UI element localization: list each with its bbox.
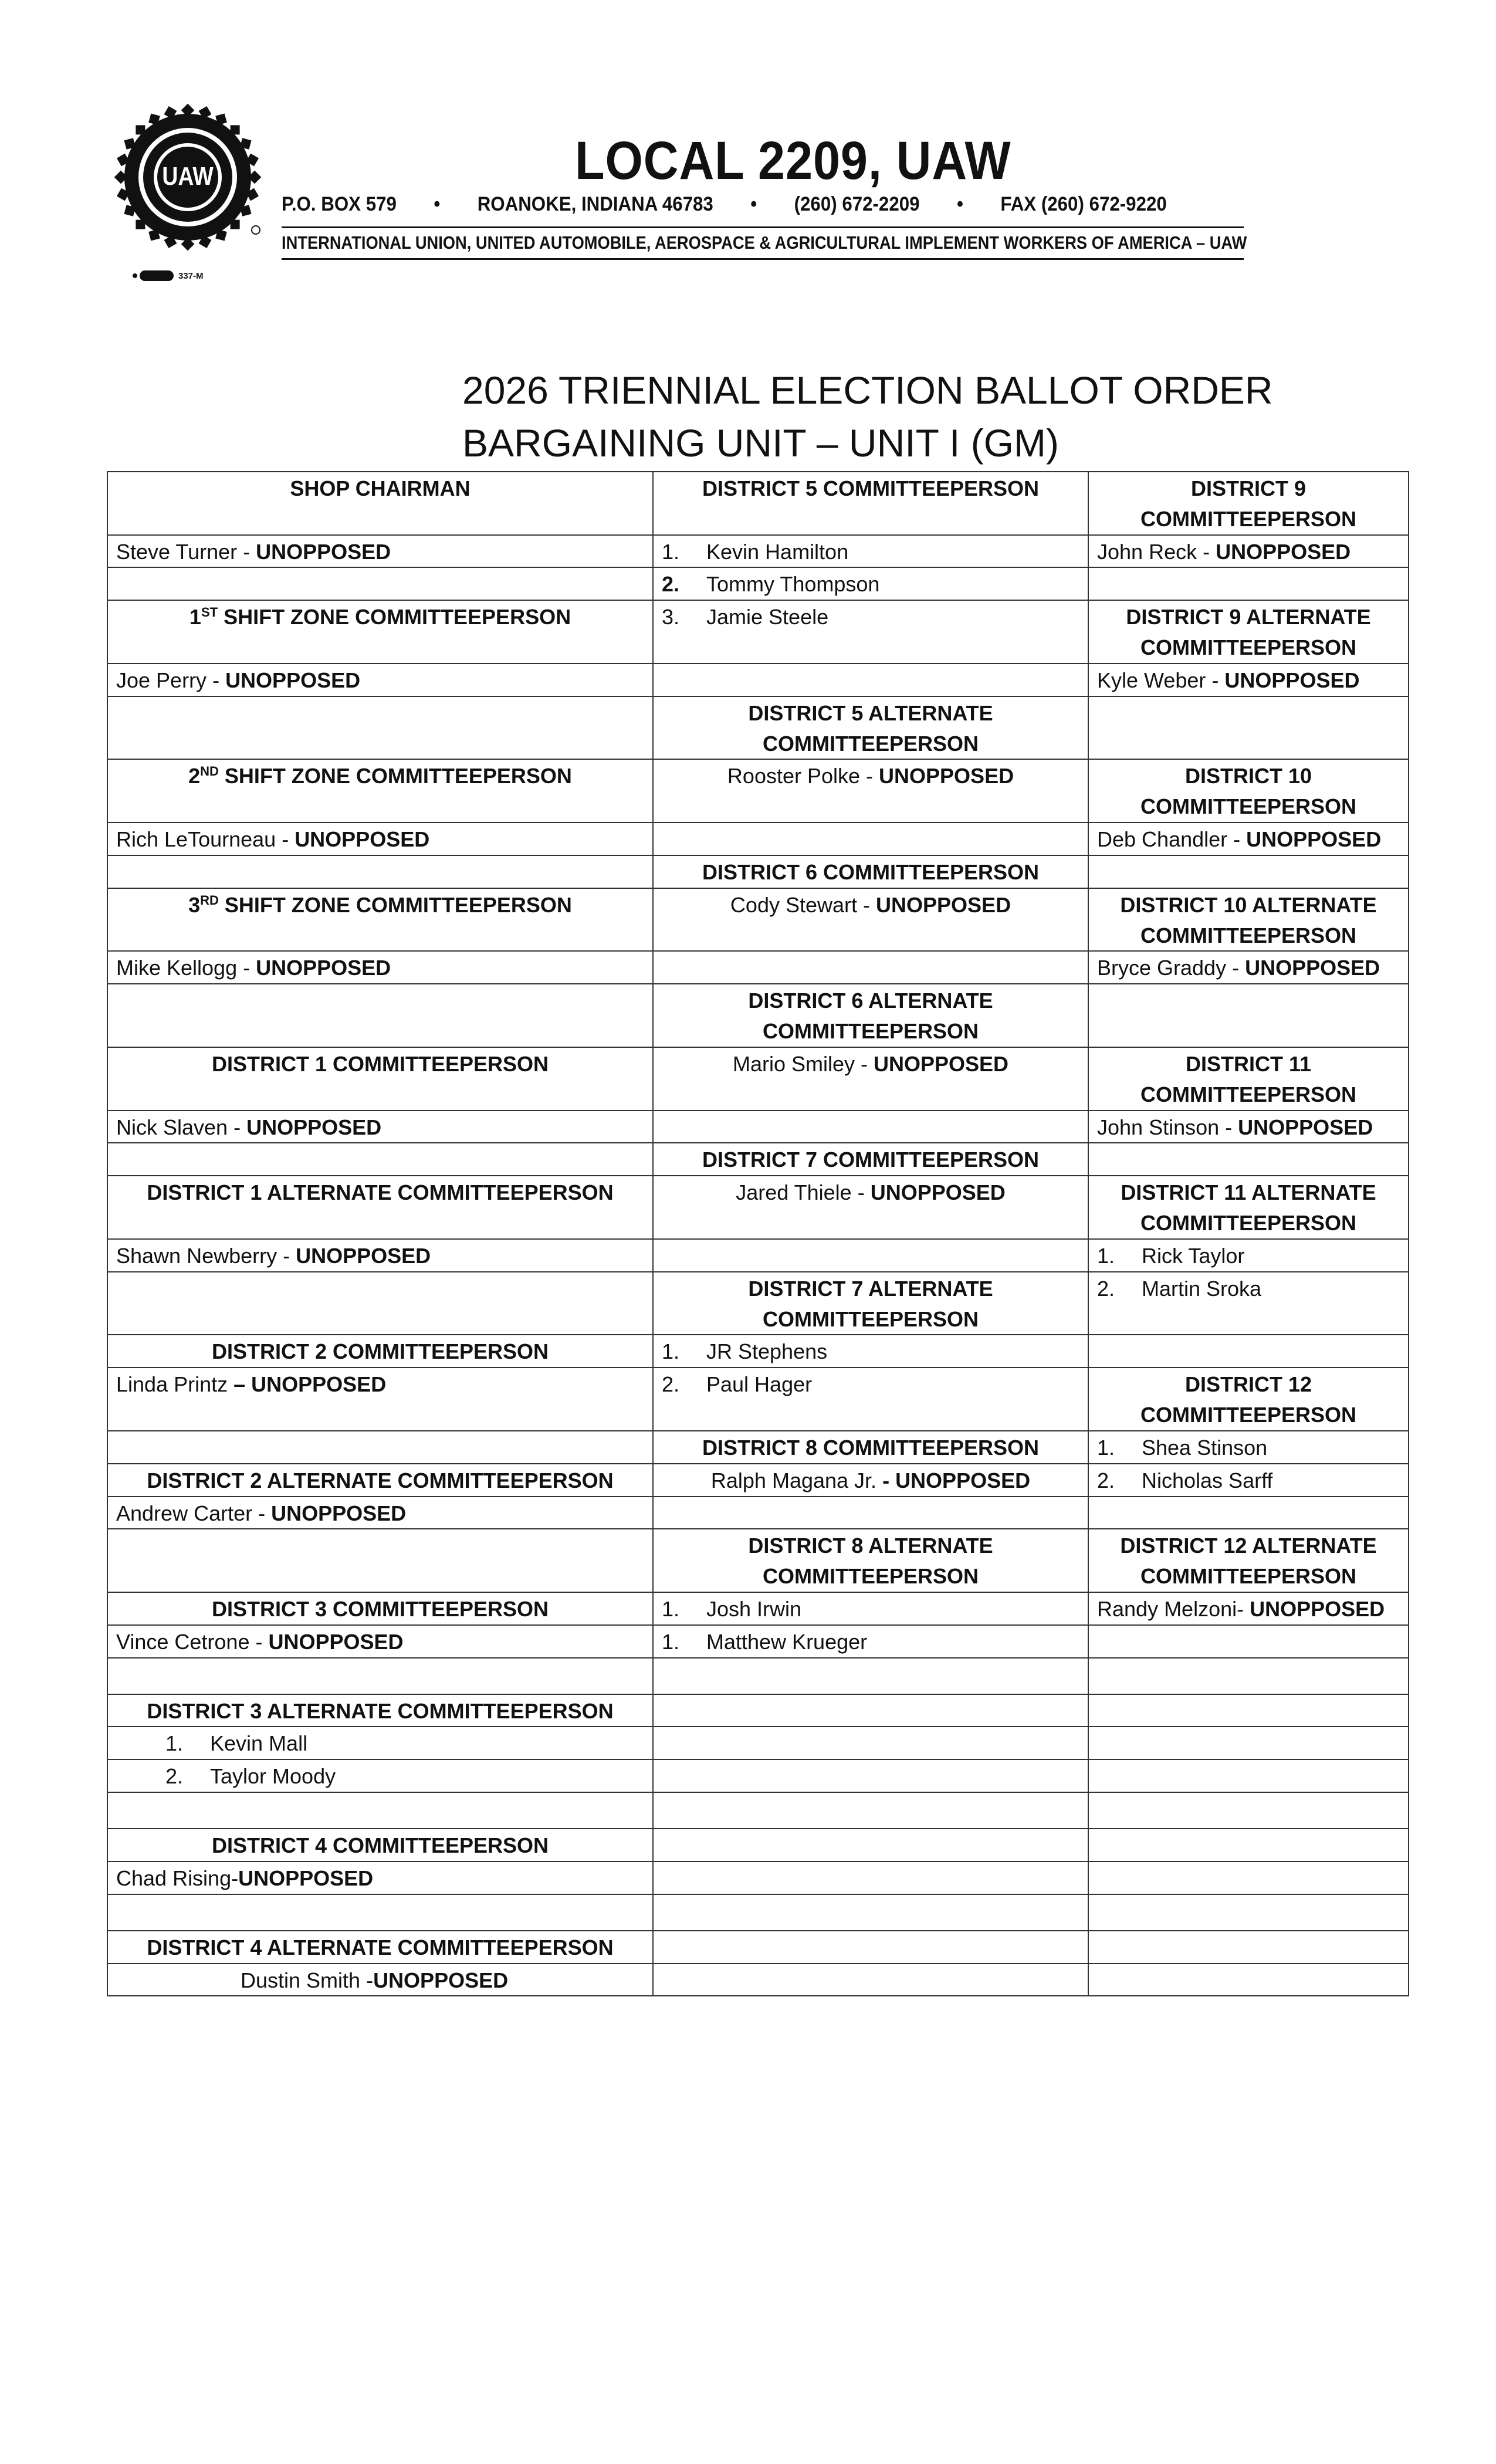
table-row: [107, 1464, 1409, 1497]
table-row: [107, 1861, 1409, 1894]
candidate-cell: 2. Nicholas Sarff: [1088, 1464, 1409, 1497]
empty-cell: [1088, 1335, 1409, 1368]
zone-2-heading: 2ND SHIFT ZONE COMMITTEEPERSON: [107, 759, 653, 823]
empty-cell: [653, 1111, 1088, 1143]
candidate-cell: 1. Rick Taylor: [1088, 1239, 1409, 1272]
district-8-heading: DISTRICT 8 COMMITTEEPERSON: [653, 1431, 1088, 1464]
gear-tooth: [231, 125, 240, 134]
candidate-cell: Shawn Newberry - UNOPPOSED: [107, 1239, 653, 1272]
empty-cell: [653, 1497, 1088, 1529]
table-row: [107, 1272, 1409, 1335]
candidate-cell: Rooster Polke - UNOPPOSED: [653, 759, 1088, 823]
bullet: •: [956, 193, 963, 215]
district-1-heading: DISTRICT 1 COMMITTEEPERSON: [107, 1047, 653, 1111]
candidate-cell: John Stinson - UNOPPOSED: [1088, 1111, 1409, 1143]
logo-text: UAW: [162, 162, 214, 191]
empty-cell: [1088, 696, 1409, 760]
empty-cell: [107, 1529, 653, 1592]
table-row: [107, 1727, 1409, 1759]
empty-cell: [1088, 1861, 1409, 1894]
table-row: [107, 1964, 1409, 1996]
district-6-heading: DISTRICT 6 COMMITTEEPERSON: [653, 855, 1088, 888]
table-row: [107, 1829, 1409, 1861]
empty-cell: [653, 1964, 1088, 1996]
empty-cell: [107, 855, 653, 888]
empty-cell: [107, 1431, 653, 1464]
candidate-cell: Bryce Graddy - UNOPPOSED: [1088, 951, 1409, 984]
candidate-cell: Vince Cetrone - UNOPPOSED: [107, 1625, 653, 1658]
ballot-title: 2026 TRIENNIAL ELECTION BALLOT ORDER: [462, 368, 1273, 412]
po-box: P.O. BOX 579: [282, 193, 397, 215]
district-12-alternate-heading: DISTRICT 12 ALTERNATE COMMITTEEPERSON: [1088, 1529, 1409, 1592]
empty-cell: [653, 823, 1088, 855]
empty-cell: [1088, 1694, 1409, 1727]
table-row: [107, 1335, 1409, 1368]
candidate-cell: 1. Shea Stinson: [1088, 1431, 1409, 1464]
table-row: [107, 1792, 1409, 1829]
zone-1-heading: 1ST SHIFT ZONE COMMITTEEPERSON: [107, 600, 653, 664]
gear-tooth: [136, 125, 145, 134]
empty-cell: [107, 1658, 653, 1694]
union-label-bug: [140, 267, 204, 285]
candidate-cell: 1. JR Stephens: [653, 1335, 1088, 1368]
table-row: [107, 823, 1409, 855]
candidate-cell: Linda Printz – UNOPPOSED: [107, 1368, 653, 1431]
empty-cell: [1088, 1964, 1409, 1996]
candidate-cell: Deb Chandler - UNOPPOSED: [1088, 823, 1409, 855]
empty-cell: [1088, 1727, 1409, 1759]
empty-cell: [1088, 984, 1409, 1047]
zone-3-heading: 3RD SHIFT ZONE COMMITTEEPERSON: [107, 888, 653, 952]
candidate-cell: Chad Rising-UNOPPOSED: [107, 1861, 653, 1894]
candidate-cell: Dustin Smith -UNOPPOSED: [107, 1964, 653, 1996]
district-3-alternate-heading: DISTRICT 3 ALTERNATE COMMITTEEPERSON: [107, 1694, 653, 1727]
district-5-heading: DISTRICT 5 COMMITTEEPERSON: [653, 472, 1088, 535]
empty-cell: [653, 1931, 1088, 1964]
district-9-heading: DISTRICT 9 COMMITTEEPERSON: [1088, 472, 1409, 535]
union-full-name: INTERNATIONAL UNION, UNITED AUTOMOBILE, AEROSPACE & AGRICULTURAL IMPLEMENT WORKERS OF AMERICA – UAW: [282, 232, 1247, 253]
district-6-alternate-heading: DISTRICT 6 ALTERNATE COMMITTEEPERSON: [653, 984, 1088, 1047]
empty-cell: [1088, 1143, 1409, 1176]
district-12-heading: DISTRICT 12 COMMITTEEPERSON: [1088, 1368, 1409, 1431]
district-2-alternate-heading: DISTRICT 2 ALTERNATE COMMITTEEPERSON: [107, 1464, 653, 1497]
union-label-oval-icon: [140, 270, 174, 281]
empty-cell: [1088, 1792, 1409, 1829]
empty-cell: [1088, 855, 1409, 888]
candidate-cell: 1. Matthew Krueger: [653, 1625, 1088, 1658]
empty-cell: [653, 1727, 1088, 1759]
empty-cell: [1088, 1829, 1409, 1861]
empty-cell: [653, 1792, 1088, 1829]
table-row: [107, 567, 1409, 600]
district-9-alternate-heading: DISTRICT 9 ALTERNATE COMMITTEEPERSON: [1088, 600, 1409, 664]
candidate-cell: Nick Slaven - UNOPPOSED: [107, 1111, 653, 1143]
table-row: [107, 1694, 1409, 1727]
candidate-cell: Rich LeTourneau - UNOPPOSED: [107, 823, 653, 855]
district-8-alternate-heading: DISTRICT 8 ALTERNATE COMMITTEEPERSON: [653, 1529, 1088, 1592]
empty-cell: [1088, 1894, 1409, 1931]
empty-cell: [653, 1239, 1088, 1272]
table-row: [107, 696, 1409, 760]
table-row: [107, 984, 1409, 1047]
candidate-cell: 1. Kevin Mall: [107, 1727, 653, 1759]
empty-cell: [653, 1894, 1088, 1931]
table-row: [107, 1931, 1409, 1964]
empty-cell: [107, 984, 653, 1047]
candidate-cell: Andrew Carter - UNOPPOSED: [107, 1497, 653, 1529]
candidate-cell: 1. Kevin Hamilton: [653, 535, 1088, 568]
district-7-heading: DISTRICT 7 COMMITTEEPERSON: [653, 1143, 1088, 1176]
empty-cell: [1088, 1497, 1409, 1529]
bullet: •: [434, 193, 441, 215]
candidate-cell: 2. Martin Sroka: [1088, 1272, 1409, 1335]
candidate-cell: John Reck - UNOPPOSED: [1088, 535, 1409, 568]
candidate-cell: Ralph Magana Jr. - UNOPPOSED: [653, 1464, 1088, 1497]
district-3-heading: DISTRICT 3 COMMITTEEPERSON: [107, 1592, 653, 1625]
candidate-cell: Jared Thiele - UNOPPOSED: [653, 1176, 1088, 1239]
fax: FAX (260) 672-9220: [1000, 193, 1167, 215]
candidate-cell: Mike Kellogg - UNOPPOSED: [107, 951, 653, 984]
empty-cell: [107, 696, 653, 760]
empty-cell: [107, 1272, 653, 1335]
district-11-alternate-heading: DISTRICT 11 ALTERNATE COMMITTEEPERSON: [1088, 1176, 1409, 1239]
empty-cell: [107, 1143, 653, 1176]
district-7-alternate-heading: DISTRICT 7 ALTERNATE COMMITTEEPERSON: [653, 1272, 1088, 1335]
empty-cell: [107, 1894, 653, 1931]
district-5-alternate-heading: DISTRICT 5 ALTERNATE COMMITTEEPERSON: [653, 696, 1088, 760]
district-11-heading: DISTRICT 11 COMMITTEEPERSON: [1088, 1047, 1409, 1111]
empty-cell: [653, 664, 1088, 696]
table-row: [107, 1658, 1409, 1694]
ballot-table: [107, 471, 1409, 1996]
table-row: [107, 951, 1409, 984]
union-label-code: 337-M: [178, 270, 204, 281]
table-row: [107, 1497, 1409, 1529]
empty-cell: [1088, 1759, 1409, 1792]
empty-cell: [1088, 567, 1409, 600]
candidate-cell: Cody Stewart - UNOPPOSED: [653, 888, 1088, 952]
table-row: [107, 1368, 1409, 1431]
empty-cell: [653, 951, 1088, 984]
district-1-alternate-heading: DISTRICT 1 ALTERNATE COMMITTEEPERSON: [107, 1176, 653, 1239]
candidate-cell: 2. Tommy Thompson: [653, 567, 1088, 600]
gear-tooth: [136, 220, 145, 229]
candidate-cell: Kyle Weber - UNOPPOSED: [1088, 664, 1409, 696]
empty-cell: [653, 1658, 1088, 1694]
table-row: [107, 759, 1409, 823]
table-row: [107, 535, 1409, 568]
table-row: [107, 1431, 1409, 1464]
bullet: •: [750, 193, 757, 215]
letterhead-address: [282, 194, 1167, 214]
candidate-cell: Steve Turner - UNOPPOSED: [107, 535, 653, 568]
empty-cell: [653, 1829, 1088, 1861]
table-row: [107, 1529, 1409, 1592]
empty-cell: [1088, 1931, 1409, 1964]
table-row: [107, 888, 1409, 952]
table-row: [107, 1176, 1409, 1239]
letterhead-rule-top: [282, 226, 1244, 228]
uaw-logo: [111, 101, 264, 253]
candidate-cell: 2. Taylor Moody: [107, 1759, 653, 1792]
empty-cell: [107, 567, 653, 600]
empty-cell: [1088, 1658, 1409, 1694]
district-10-heading: DISTRICT 10 COMMITTEEPERSON: [1088, 759, 1409, 823]
empty-cell: [107, 1792, 653, 1829]
candidate-cell: Joe Perry - UNOPPOSED: [107, 664, 653, 696]
empty-cell: [653, 1861, 1088, 1894]
ballot-subtitle: BARGAINING UNIT – UNIT I (GM): [462, 421, 1059, 465]
table-row: [107, 1894, 1409, 1931]
district-4-alternate-heading: DISTRICT 4 ALTERNATE COMMITTEEPERSON: [107, 1931, 653, 1964]
district-10-alternate-heading: DISTRICT 10 ALTERNATE COMMITTEEPERSON: [1088, 888, 1409, 952]
district-4-heading: DISTRICT 4 COMMITTEEPERSON: [107, 1829, 653, 1861]
gear-tooth: [231, 220, 240, 229]
candidate-cell: Randy Melzoni- UNOPPOSED: [1088, 1592, 1409, 1625]
shop-chairman-heading: SHOP CHAIRMAN: [107, 472, 653, 535]
table-row: [107, 1111, 1409, 1143]
table-row: [107, 1625, 1409, 1658]
empty-cell: [1088, 1625, 1409, 1658]
candidate-cell: 2. Paul Hager: [653, 1368, 1088, 1431]
table-row: [107, 1047, 1409, 1111]
table-row: [107, 855, 1409, 888]
city: ROANOKE, INDIANA 46783: [477, 193, 713, 215]
phone: (260) 672-2209: [794, 193, 920, 215]
empty-cell: [653, 1694, 1088, 1727]
letterhead-title: LOCAL 2209, UAW: [575, 131, 1011, 191]
candidate-cell: Mario Smiley - UNOPPOSED: [653, 1047, 1088, 1111]
letterhead-rule-bottom: [282, 258, 1244, 260]
table-row: [107, 472, 1409, 535]
table-row: [107, 600, 1409, 664]
table-row: [107, 1239, 1409, 1272]
district-2-heading: DISTRICT 2 COMMITTEEPERSON: [107, 1335, 653, 1368]
candidate-cell: 1. Josh Irwin: [653, 1592, 1088, 1625]
empty-cell: [653, 1759, 1088, 1792]
table-row: [107, 1759, 1409, 1792]
candidate-cell: 3. Jamie Steele: [653, 600, 1088, 664]
table-row: [107, 1143, 1409, 1176]
table-row: [107, 664, 1409, 696]
table-row: [107, 1592, 1409, 1625]
